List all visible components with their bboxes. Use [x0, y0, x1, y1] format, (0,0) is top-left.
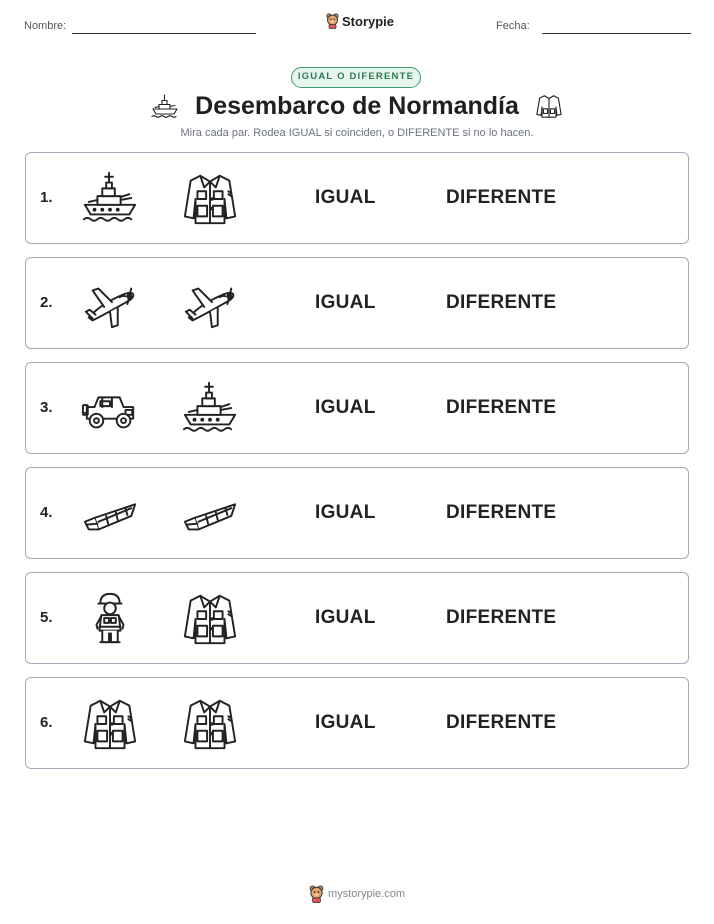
- exercise-row: [25, 257, 689, 349]
- exercise-number: 1.: [40, 189, 53, 206]
- bear-logo-icon: [309, 885, 324, 903]
- option-igual[interactable]: IGUAL: [315, 502, 376, 523]
- jacket-icon: [535, 92, 563, 125]
- instructions: Mira cada par. Rodea IGUAL si coinciden, o DIFERENTE si no lo hacen.: [180, 127, 534, 139]
- date-field[interactable]: [542, 33, 691, 34]
- option-igual[interactable]: IGUAL: [315, 397, 376, 418]
- exercise-number: 6.: [40, 714, 53, 731]
- battleship-icon: [81, 170, 139, 228]
- option-igual[interactable]: IGUAL: [315, 607, 376, 628]
- option-diferente[interactable]: DIFERENTE: [446, 712, 557, 733]
- jacket-icon: [181, 170, 239, 228]
- exercise-row: [25, 677, 689, 769]
- option-igual[interactable]: IGUAL: [315, 712, 376, 733]
- name-field[interactable]: [72, 33, 256, 34]
- exercise-number: 5.: [40, 609, 53, 626]
- page-title: Desembarco de Normandía: [195, 92, 519, 120]
- airplane-icon: [81, 275, 139, 333]
- soldier-icon: [81, 590, 139, 648]
- brand-name: Storypie: [342, 13, 395, 29]
- bear-logo-icon: [326, 13, 339, 29]
- option-diferente[interactable]: DIFERENTE: [446, 502, 557, 523]
- option-igual[interactable]: IGUAL: [315, 292, 376, 313]
- airplane-icon: [181, 275, 239, 333]
- exercise-row: [25, 467, 689, 559]
- exercise-row: [25, 572, 689, 664]
- jacket-icon: [181, 695, 239, 753]
- name-label: Nombre:: [24, 20, 67, 32]
- exercise-row: [25, 152, 689, 244]
- date-label: Fecha:: [496, 20, 530, 32]
- battleship-icon: [181, 380, 239, 438]
- option-igual[interactable]: IGUAL: [315, 187, 376, 208]
- option-diferente[interactable]: DIFERENTE: [446, 187, 557, 208]
- option-diferente[interactable]: DIFERENTE: [446, 292, 557, 313]
- exercise-number: 3.: [40, 399, 53, 416]
- jeep-icon: [81, 380, 139, 438]
- option-diferente[interactable]: DIFERENTE: [446, 397, 557, 418]
- footer-url[interactable]: mystorypie.com: [327, 888, 406, 900]
- landing-boat-icon: [181, 485, 239, 543]
- jacket-icon: [181, 590, 239, 648]
- jacket-icon: [81, 695, 139, 753]
- worksheet-type-badge: IGUAL O DIFERENTE: [291, 67, 421, 88]
- exercise-number: 2.: [40, 294, 53, 311]
- exercise-number: 4.: [40, 504, 53, 521]
- brand-logo: [326, 13, 394, 29]
- footer: [0, 885, 714, 903]
- option-diferente[interactable]: DIFERENTE: [446, 607, 557, 628]
- exercise-row: [25, 362, 689, 454]
- landing-boat-icon: [81, 485, 139, 543]
